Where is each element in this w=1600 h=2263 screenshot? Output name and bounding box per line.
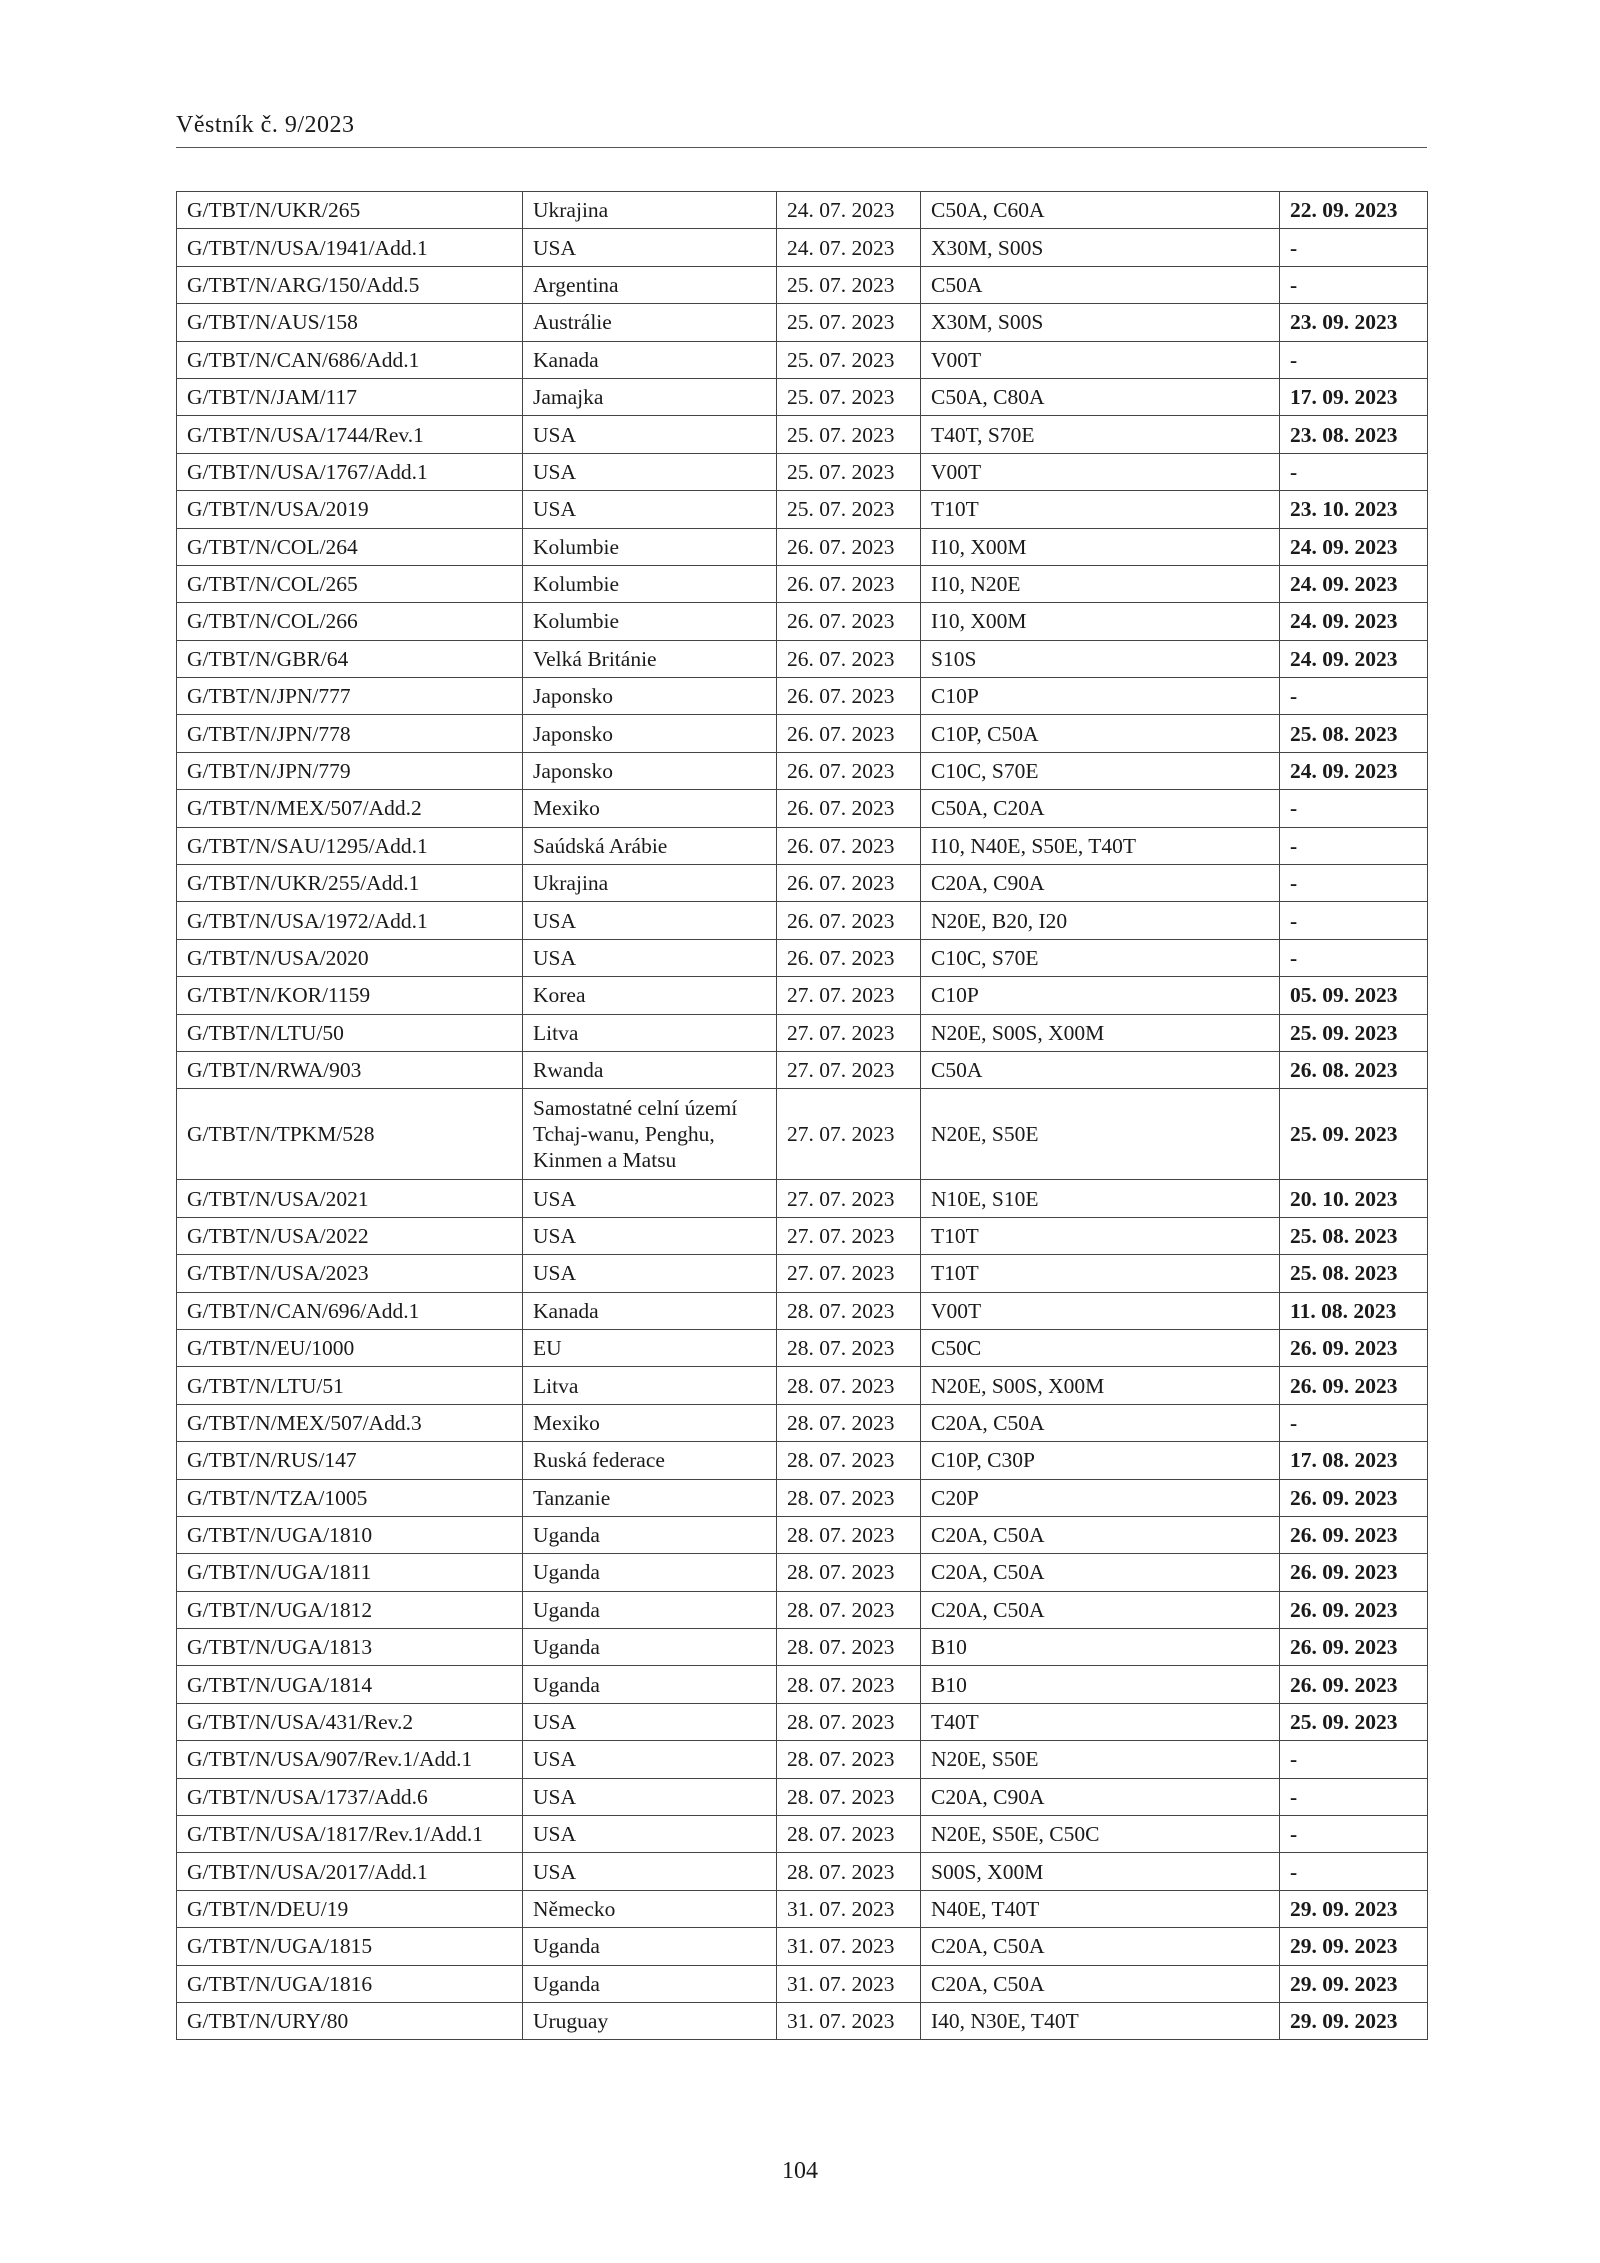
cell-comment-deadline: - bbox=[1280, 827, 1428, 864]
table-row bbox=[177, 603, 1428, 640]
cell-country: Uganda bbox=[523, 1965, 777, 2002]
table-row bbox=[177, 192, 1428, 229]
cell-product-codes: C10P, C30P bbox=[921, 1442, 1280, 1479]
cell-country: Tanzanie bbox=[523, 1479, 777, 1516]
cell-notification-date: 28. 07. 2023 bbox=[777, 1778, 921, 1815]
cell-comment-deadline: 24. 09. 2023 bbox=[1280, 528, 1428, 565]
table-row bbox=[177, 1703, 1428, 1740]
cell-country: USA bbox=[523, 1703, 777, 1740]
cell-notification-date: 27. 07. 2023 bbox=[777, 1051, 921, 1088]
cell-notification-id: G/TBT/N/USA/1767/Add.1 bbox=[177, 453, 523, 490]
cell-product-codes: V00T bbox=[921, 453, 1280, 490]
page-footer bbox=[0, 2158, 1600, 2185]
table-row bbox=[177, 1367, 1428, 1404]
table-row bbox=[177, 304, 1428, 341]
cell-notification-date: 26. 07. 2023 bbox=[777, 752, 921, 789]
cell-notification-id: G/TBT/N/JPN/778 bbox=[177, 715, 523, 752]
cell-notification-date: 24. 07. 2023 bbox=[777, 192, 921, 229]
cell-notification-date: 27. 07. 2023 bbox=[777, 977, 921, 1014]
cell-country: USA bbox=[523, 1741, 777, 1778]
table-row bbox=[177, 528, 1428, 565]
table-row bbox=[177, 715, 1428, 752]
table-row bbox=[177, 1741, 1428, 1778]
cell-notification-date: 28. 07. 2023 bbox=[777, 1516, 921, 1553]
table-row bbox=[177, 1217, 1428, 1254]
cell-product-codes: C10P bbox=[921, 678, 1280, 715]
cell-notification-id: G/TBT/N/EU/1000 bbox=[177, 1329, 523, 1366]
cell-country: Ukrajina bbox=[523, 192, 777, 229]
cell-notification-id: G/TBT/N/UKR/265 bbox=[177, 192, 523, 229]
cell-product-codes: C10C, S70E bbox=[921, 752, 1280, 789]
table-row bbox=[177, 266, 1428, 303]
table-row bbox=[177, 1051, 1428, 1088]
cell-country: Japonsko bbox=[523, 715, 777, 752]
cell-notification-id: G/TBT/N/COL/264 bbox=[177, 528, 523, 565]
cell-comment-deadline: 25. 08. 2023 bbox=[1280, 1255, 1428, 1292]
cell-notification-id: G/TBT/N/AUS/158 bbox=[177, 304, 523, 341]
cell-country: USA bbox=[523, 939, 777, 976]
table-row bbox=[177, 229, 1428, 266]
cell-comment-deadline: 26. 09. 2023 bbox=[1280, 1629, 1428, 1666]
cell-comment-deadline: 26. 09. 2023 bbox=[1280, 1479, 1428, 1516]
cell-comment-deadline: 25. 08. 2023 bbox=[1280, 715, 1428, 752]
cell-country: USA bbox=[523, 453, 777, 490]
cell-notification-id: G/TBT/N/DEU/19 bbox=[177, 1890, 523, 1927]
cell-notification-id: G/TBT/N/COL/266 bbox=[177, 603, 523, 640]
cell-notification-date: 31. 07. 2023 bbox=[777, 1965, 921, 2002]
cell-comment-deadline: 26. 08. 2023 bbox=[1280, 1051, 1428, 1088]
table-row bbox=[177, 565, 1428, 602]
table-row bbox=[177, 790, 1428, 827]
page-header bbox=[176, 112, 1427, 148]
cell-product-codes: C20A, C50A bbox=[921, 1591, 1280, 1628]
cell-notification-id: G/TBT/N/TZA/1005 bbox=[177, 1479, 523, 1516]
cell-notification-date: 27. 07. 2023 bbox=[777, 1255, 921, 1292]
cell-comment-deadline: 22. 09. 2023 bbox=[1280, 192, 1428, 229]
cell-notification-id: G/TBT/N/USA/2021 bbox=[177, 1180, 523, 1217]
cell-product-codes: N20E, B20, I20 bbox=[921, 902, 1280, 939]
cell-product-codes: C10P bbox=[921, 977, 1280, 1014]
cell-notification-date: 28. 07. 2023 bbox=[777, 1741, 921, 1778]
cell-notification-id: G/TBT/N/MEX/507/Add.3 bbox=[177, 1404, 523, 1441]
cell-notification-id: G/TBT/N/UGA/1815 bbox=[177, 1928, 523, 1965]
cell-comment-deadline: - bbox=[1280, 341, 1428, 378]
table-row bbox=[177, 640, 1428, 677]
table-row bbox=[177, 1292, 1428, 1329]
cell-comment-deadline: 26. 09. 2023 bbox=[1280, 1516, 1428, 1553]
cell-notification-id: G/TBT/N/RWA/903 bbox=[177, 1051, 523, 1088]
cell-country: EU bbox=[523, 1329, 777, 1366]
cell-notification-id: G/TBT/N/UGA/1813 bbox=[177, 1629, 523, 1666]
cell-country: Uganda bbox=[523, 1554, 777, 1591]
table-row bbox=[177, 1890, 1428, 1927]
cell-comment-deadline: 23. 08. 2023 bbox=[1280, 416, 1428, 453]
cell-notification-date: 28. 07. 2023 bbox=[777, 1591, 921, 1628]
table-row bbox=[177, 1591, 1428, 1628]
cell-country: Kolumbie bbox=[523, 603, 777, 640]
cell-product-codes: V00T bbox=[921, 1292, 1280, 1329]
cell-notification-date: 28. 07. 2023 bbox=[777, 1853, 921, 1890]
cell-product-codes: S00S, X00M bbox=[921, 1853, 1280, 1890]
cell-country: USA bbox=[523, 902, 777, 939]
cell-country: Uganda bbox=[523, 1591, 777, 1628]
cell-country: Uruguay bbox=[523, 2002, 777, 2039]
cell-country: Uganda bbox=[523, 1629, 777, 1666]
cell-comment-deadline: 25. 08. 2023 bbox=[1280, 1217, 1428, 1254]
cell-notification-date: 26. 07. 2023 bbox=[777, 939, 921, 976]
cell-country: Litva bbox=[523, 1367, 777, 1404]
cell-comment-deadline: 24. 09. 2023 bbox=[1280, 565, 1428, 602]
cell-notification-id: G/TBT/N/GBR/64 bbox=[177, 640, 523, 677]
cell-comment-deadline: - bbox=[1280, 1853, 1428, 1890]
cell-comment-deadline: - bbox=[1280, 865, 1428, 902]
cell-country: Mexiko bbox=[523, 1404, 777, 1441]
cell-product-codes: T40T bbox=[921, 1703, 1280, 1740]
cell-notification-id: G/TBT/N/USA/431/Rev.2 bbox=[177, 1703, 523, 1740]
cell-notification-date: 26. 07. 2023 bbox=[777, 865, 921, 902]
cell-notification-id: G/TBT/N/CAN/686/Add.1 bbox=[177, 341, 523, 378]
cell-country: Austrálie bbox=[523, 304, 777, 341]
table-row bbox=[177, 939, 1428, 976]
cell-comment-deadline: 24. 09. 2023 bbox=[1280, 603, 1428, 640]
cell-comment-deadline: - bbox=[1280, 902, 1428, 939]
cell-notification-date: 27. 07. 2023 bbox=[777, 1014, 921, 1051]
cell-country: Argentina bbox=[523, 266, 777, 303]
cell-product-codes: C20A, C50A bbox=[921, 1404, 1280, 1441]
cell-product-codes: N20E, S00S, X00M bbox=[921, 1367, 1280, 1404]
cell-country: USA bbox=[523, 1853, 777, 1890]
journal-title: Věstník č. 9/2023 bbox=[176, 112, 355, 138]
table-row bbox=[177, 865, 1428, 902]
cell-product-codes: N10E, S10E bbox=[921, 1180, 1280, 1217]
notifications-table-body bbox=[177, 192, 1428, 2040]
cell-notification-id: G/TBT/N/COL/265 bbox=[177, 565, 523, 602]
cell-notification-date: 26. 07. 2023 bbox=[777, 603, 921, 640]
cell-notification-id: G/TBT/N/USA/2023 bbox=[177, 1255, 523, 1292]
cell-country: Litva bbox=[523, 1014, 777, 1051]
table-row bbox=[177, 1554, 1428, 1591]
cell-product-codes: C20A, C50A bbox=[921, 1928, 1280, 1965]
cell-notification-id: G/TBT/N/UGA/1812 bbox=[177, 1591, 523, 1628]
cell-country: Velká Británie bbox=[523, 640, 777, 677]
cell-notification-id: G/TBT/N/RUS/147 bbox=[177, 1442, 523, 1479]
cell-notification-date: 26. 07. 2023 bbox=[777, 790, 921, 827]
cell-notification-id: G/TBT/N/JAM/117 bbox=[177, 378, 523, 415]
cell-country: Kanada bbox=[523, 341, 777, 378]
cell-product-codes: C50A bbox=[921, 1051, 1280, 1088]
cell-notification-id: G/TBT/N/UGA/1816 bbox=[177, 1965, 523, 2002]
notifications-table bbox=[176, 191, 1428, 2040]
cell-notification-date: 31. 07. 2023 bbox=[777, 1890, 921, 1927]
cell-notification-date: 25. 07. 2023 bbox=[777, 378, 921, 415]
cell-product-codes: N40E, T40T bbox=[921, 1890, 1280, 1927]
cell-country: Japonsko bbox=[523, 752, 777, 789]
cell-country: USA bbox=[523, 1217, 777, 1254]
cell-comment-deadline: - bbox=[1280, 229, 1428, 266]
table-row bbox=[177, 1853, 1428, 1890]
table-row bbox=[177, 752, 1428, 789]
cell-product-codes: N20E, S50E, C50C bbox=[921, 1816, 1280, 1853]
table-row bbox=[177, 1329, 1428, 1366]
cell-comment-deadline: - bbox=[1280, 790, 1428, 827]
cell-country: Uganda bbox=[523, 1928, 777, 1965]
cell-product-codes: C50A, C80A bbox=[921, 378, 1280, 415]
cell-product-codes: N20E, S50E bbox=[921, 1089, 1280, 1180]
cell-product-codes: T10T bbox=[921, 1255, 1280, 1292]
cell-notification-id: G/TBT/N/MEX/507/Add.2 bbox=[177, 790, 523, 827]
cell-notification-id: G/TBT/N/USA/1744/Rev.1 bbox=[177, 416, 523, 453]
cell-comment-deadline: 29. 09. 2023 bbox=[1280, 1965, 1428, 2002]
cell-comment-deadline: 05. 09. 2023 bbox=[1280, 977, 1428, 1014]
cell-product-codes: C20P bbox=[921, 1479, 1280, 1516]
cell-notification-date: 25. 07. 2023 bbox=[777, 416, 921, 453]
cell-notification-id: G/TBT/N/USA/1737/Add.6 bbox=[177, 1778, 523, 1815]
cell-country: Ruská federace bbox=[523, 1442, 777, 1479]
table-row bbox=[177, 453, 1428, 490]
cell-comment-deadline: - bbox=[1280, 266, 1428, 303]
cell-product-codes: C10C, S70E bbox=[921, 939, 1280, 976]
cell-notification-date: 27. 07. 2023 bbox=[777, 1217, 921, 1254]
cell-product-codes: I10, N40E, S50E, T40T bbox=[921, 827, 1280, 864]
cell-country: USA bbox=[523, 416, 777, 453]
cell-product-codes: C20A, C90A bbox=[921, 1778, 1280, 1815]
cell-country: Jamajka bbox=[523, 378, 777, 415]
cell-product-codes: V00T bbox=[921, 341, 1280, 378]
cell-country: Německo bbox=[523, 1890, 777, 1927]
cell-product-codes: I10, X00M bbox=[921, 528, 1280, 565]
cell-product-codes: C50A, C60A bbox=[921, 192, 1280, 229]
cell-notification-id: G/TBT/N/USA/1817/Rev.1/Add.1 bbox=[177, 1816, 523, 1853]
cell-notification-date: 25. 07. 2023 bbox=[777, 453, 921, 490]
cell-notification-id: G/TBT/N/UGA/1811 bbox=[177, 1554, 523, 1591]
table-row bbox=[177, 1442, 1428, 1479]
cell-notification-id: G/TBT/N/USA/2019 bbox=[177, 491, 523, 528]
table-row bbox=[177, 1965, 1428, 2002]
cell-notification-id: G/TBT/N/USA/2022 bbox=[177, 1217, 523, 1254]
page-number: 104 bbox=[782, 2158, 818, 2184]
cell-country: Rwanda bbox=[523, 1051, 777, 1088]
cell-product-codes: N20E, S00S, X00M bbox=[921, 1014, 1280, 1051]
cell-product-codes: T40T, S70E bbox=[921, 416, 1280, 453]
cell-product-codes: B10 bbox=[921, 1666, 1280, 1703]
table-row bbox=[177, 1180, 1428, 1217]
table-row bbox=[177, 1089, 1428, 1180]
cell-notification-date: 28. 07. 2023 bbox=[777, 1629, 921, 1666]
cell-notification-id: G/TBT/N/UGA/1814 bbox=[177, 1666, 523, 1703]
cell-notification-id: G/TBT/N/JPN/777 bbox=[177, 678, 523, 715]
cell-product-codes: C10P, C50A bbox=[921, 715, 1280, 752]
cell-country: USA bbox=[523, 1816, 777, 1853]
table-row bbox=[177, 1816, 1428, 1853]
cell-country: Kanada bbox=[523, 1292, 777, 1329]
table-row bbox=[177, 1404, 1428, 1441]
table-row bbox=[177, 678, 1428, 715]
cell-comment-deadline: 29. 09. 2023 bbox=[1280, 2002, 1428, 2039]
cell-comment-deadline: - bbox=[1280, 1816, 1428, 1853]
cell-notification-id: G/TBT/N/LTU/50 bbox=[177, 1014, 523, 1051]
cell-notification-id: G/TBT/N/USA/2017/Add.1 bbox=[177, 1853, 523, 1890]
table-row bbox=[177, 902, 1428, 939]
cell-product-codes: X30M, S00S bbox=[921, 304, 1280, 341]
cell-comment-deadline: 26. 09. 2023 bbox=[1280, 1666, 1428, 1703]
table-row bbox=[177, 1928, 1428, 1965]
cell-notification-date: 25. 07. 2023 bbox=[777, 341, 921, 378]
table-row bbox=[177, 1666, 1428, 1703]
cell-product-codes: C50C bbox=[921, 1329, 1280, 1366]
cell-comment-deadline: 25. 09. 2023 bbox=[1280, 1014, 1428, 1051]
cell-country: Uganda bbox=[523, 1516, 777, 1553]
table-row bbox=[177, 1629, 1428, 1666]
cell-comment-deadline: 29. 09. 2023 bbox=[1280, 1928, 1428, 1965]
cell-comment-deadline: 17. 09. 2023 bbox=[1280, 378, 1428, 415]
cell-country: Kolumbie bbox=[523, 565, 777, 602]
cell-product-codes: C50A, C20A bbox=[921, 790, 1280, 827]
cell-product-codes: T10T bbox=[921, 1217, 1280, 1254]
cell-product-codes: B10 bbox=[921, 1629, 1280, 1666]
cell-notification-date: 25. 07. 2023 bbox=[777, 491, 921, 528]
cell-notification-date: 26. 07. 2023 bbox=[777, 902, 921, 939]
table-row bbox=[177, 1516, 1428, 1553]
cell-notification-date: 28. 07. 2023 bbox=[777, 1816, 921, 1853]
cell-country: USA bbox=[523, 1180, 777, 1217]
cell-notification-date: 28. 07. 2023 bbox=[777, 1479, 921, 1516]
cell-notification-date: 28. 07. 2023 bbox=[777, 1703, 921, 1740]
cell-product-codes: T10T bbox=[921, 491, 1280, 528]
cell-product-codes: C20A, C90A bbox=[921, 865, 1280, 902]
cell-product-codes: C20A, C50A bbox=[921, 1516, 1280, 1553]
cell-notification-id: G/TBT/N/SAU/1295/Add.1 bbox=[177, 827, 523, 864]
cell-notification-id: G/TBT/N/KOR/1159 bbox=[177, 977, 523, 1014]
cell-notification-id: G/TBT/N/USA/907/Rev.1/Add.1 bbox=[177, 1741, 523, 1778]
cell-notification-date: 25. 07. 2023 bbox=[777, 266, 921, 303]
cell-comment-deadline: 23. 09. 2023 bbox=[1280, 304, 1428, 341]
cell-notification-date: 28. 07. 2023 bbox=[777, 1442, 921, 1479]
cell-comment-deadline: 26. 09. 2023 bbox=[1280, 1329, 1428, 1366]
cell-notification-id: G/TBT/N/CAN/696/Add.1 bbox=[177, 1292, 523, 1329]
cell-comment-deadline: 20. 10. 2023 bbox=[1280, 1180, 1428, 1217]
cell-notification-date: 31. 07. 2023 bbox=[777, 1928, 921, 1965]
cell-comment-deadline: - bbox=[1280, 678, 1428, 715]
cell-country: Saúdská Arábie bbox=[523, 827, 777, 864]
cell-product-codes: S10S bbox=[921, 640, 1280, 677]
cell-comment-deadline: - bbox=[1280, 453, 1428, 490]
cell-notification-id: G/TBT/N/UKR/255/Add.1 bbox=[177, 865, 523, 902]
cell-notification-id: G/TBT/N/URY/80 bbox=[177, 2002, 523, 2039]
cell-notification-date: 28. 07. 2023 bbox=[777, 1367, 921, 1404]
cell-notification-date: 28. 07. 2023 bbox=[777, 1404, 921, 1441]
cell-notification-date: 26. 07. 2023 bbox=[777, 715, 921, 752]
cell-notification-date: 25. 07. 2023 bbox=[777, 304, 921, 341]
cell-country: Uganda bbox=[523, 1666, 777, 1703]
cell-notification-date: 27. 07. 2023 bbox=[777, 1180, 921, 1217]
cell-country: Mexiko bbox=[523, 790, 777, 827]
cell-comment-deadline: 25. 09. 2023 bbox=[1280, 1089, 1428, 1180]
cell-comment-deadline: 17. 08. 2023 bbox=[1280, 1442, 1428, 1479]
table-row bbox=[177, 416, 1428, 453]
cell-notification-date: 26. 07. 2023 bbox=[777, 528, 921, 565]
cell-comment-deadline: 23. 10. 2023 bbox=[1280, 491, 1428, 528]
cell-comment-deadline: 26. 09. 2023 bbox=[1280, 1591, 1428, 1628]
cell-notification-date: 28. 07. 2023 bbox=[777, 1666, 921, 1703]
table-row bbox=[177, 1255, 1428, 1292]
cell-comment-deadline: - bbox=[1280, 1741, 1428, 1778]
cell-comment-deadline: 29. 09. 2023 bbox=[1280, 1890, 1428, 1927]
cell-notification-id: G/TBT/N/JPN/779 bbox=[177, 752, 523, 789]
cell-comment-deadline: 25. 09. 2023 bbox=[1280, 1703, 1428, 1740]
cell-comment-deadline: 24. 09. 2023 bbox=[1280, 640, 1428, 677]
cell-comment-deadline: - bbox=[1280, 1778, 1428, 1815]
cell-notification-date: 26. 07. 2023 bbox=[777, 827, 921, 864]
cell-country: Samostatné celní území Tchaj-wanu, Penghu, Kinmen a Matsu bbox=[523, 1089, 777, 1180]
table-row bbox=[177, 1778, 1428, 1815]
cell-comment-deadline: 26. 09. 2023 bbox=[1280, 1367, 1428, 1404]
table-row bbox=[177, 1014, 1428, 1051]
cell-comment-deadline: - bbox=[1280, 1404, 1428, 1441]
cell-country: USA bbox=[523, 491, 777, 528]
table-row bbox=[177, 827, 1428, 864]
cell-country: USA bbox=[523, 229, 777, 266]
cell-product-codes: N20E, S50E bbox=[921, 1741, 1280, 1778]
cell-country: USA bbox=[523, 1778, 777, 1815]
cell-notification-id: G/TBT/N/UGA/1810 bbox=[177, 1516, 523, 1553]
cell-country: Korea bbox=[523, 977, 777, 1014]
cell-notification-id: G/TBT/N/TPKM/528 bbox=[177, 1089, 523, 1180]
cell-notification-date: 26. 07. 2023 bbox=[777, 640, 921, 677]
cell-comment-deadline: 11. 08. 2023 bbox=[1280, 1292, 1428, 1329]
cell-notification-date: 28. 07. 2023 bbox=[777, 1292, 921, 1329]
cell-notification-date: 26. 07. 2023 bbox=[777, 678, 921, 715]
cell-product-codes: I10, N20E bbox=[921, 565, 1280, 602]
cell-country: Ukrajina bbox=[523, 865, 777, 902]
cell-product-codes: I10, X00M bbox=[921, 603, 1280, 640]
table-row bbox=[177, 491, 1428, 528]
table-row bbox=[177, 2002, 1428, 2039]
cell-product-codes: C50A bbox=[921, 266, 1280, 303]
cell-notification-date: 28. 07. 2023 bbox=[777, 1554, 921, 1591]
table-row bbox=[177, 341, 1428, 378]
cell-notification-id: G/TBT/N/USA/1972/Add.1 bbox=[177, 902, 523, 939]
cell-notification-date: 27. 07. 2023 bbox=[777, 1089, 921, 1180]
cell-notification-date: 28. 07. 2023 bbox=[777, 1329, 921, 1366]
cell-comment-deadline: 24. 09. 2023 bbox=[1280, 752, 1428, 789]
cell-notification-date: 24. 07. 2023 bbox=[777, 229, 921, 266]
cell-comment-deadline: 26. 09. 2023 bbox=[1280, 1554, 1428, 1591]
cell-comment-deadline: - bbox=[1280, 939, 1428, 976]
table-row bbox=[177, 1479, 1428, 1516]
cell-notification-date: 31. 07. 2023 bbox=[777, 2002, 921, 2039]
cell-country: Japonsko bbox=[523, 678, 777, 715]
cell-notification-date: 26. 07. 2023 bbox=[777, 565, 921, 602]
cell-notification-id: G/TBT/N/USA/1941/Add.1 bbox=[177, 229, 523, 266]
cell-country: USA bbox=[523, 1255, 777, 1292]
cell-product-codes: I40, N30E, T40T bbox=[921, 2002, 1280, 2039]
cell-notification-id: G/TBT/N/ARG/150/Add.5 bbox=[177, 266, 523, 303]
cell-notification-id: G/TBT/N/USA/2020 bbox=[177, 939, 523, 976]
table-row bbox=[177, 977, 1428, 1014]
table-row bbox=[177, 378, 1428, 415]
cell-notification-id: G/TBT/N/LTU/51 bbox=[177, 1367, 523, 1404]
cell-product-codes: C20A, C50A bbox=[921, 1965, 1280, 2002]
cell-country: Kolumbie bbox=[523, 528, 777, 565]
cell-product-codes: C20A, C50A bbox=[921, 1554, 1280, 1591]
cell-product-codes: X30M, S00S bbox=[921, 229, 1280, 266]
